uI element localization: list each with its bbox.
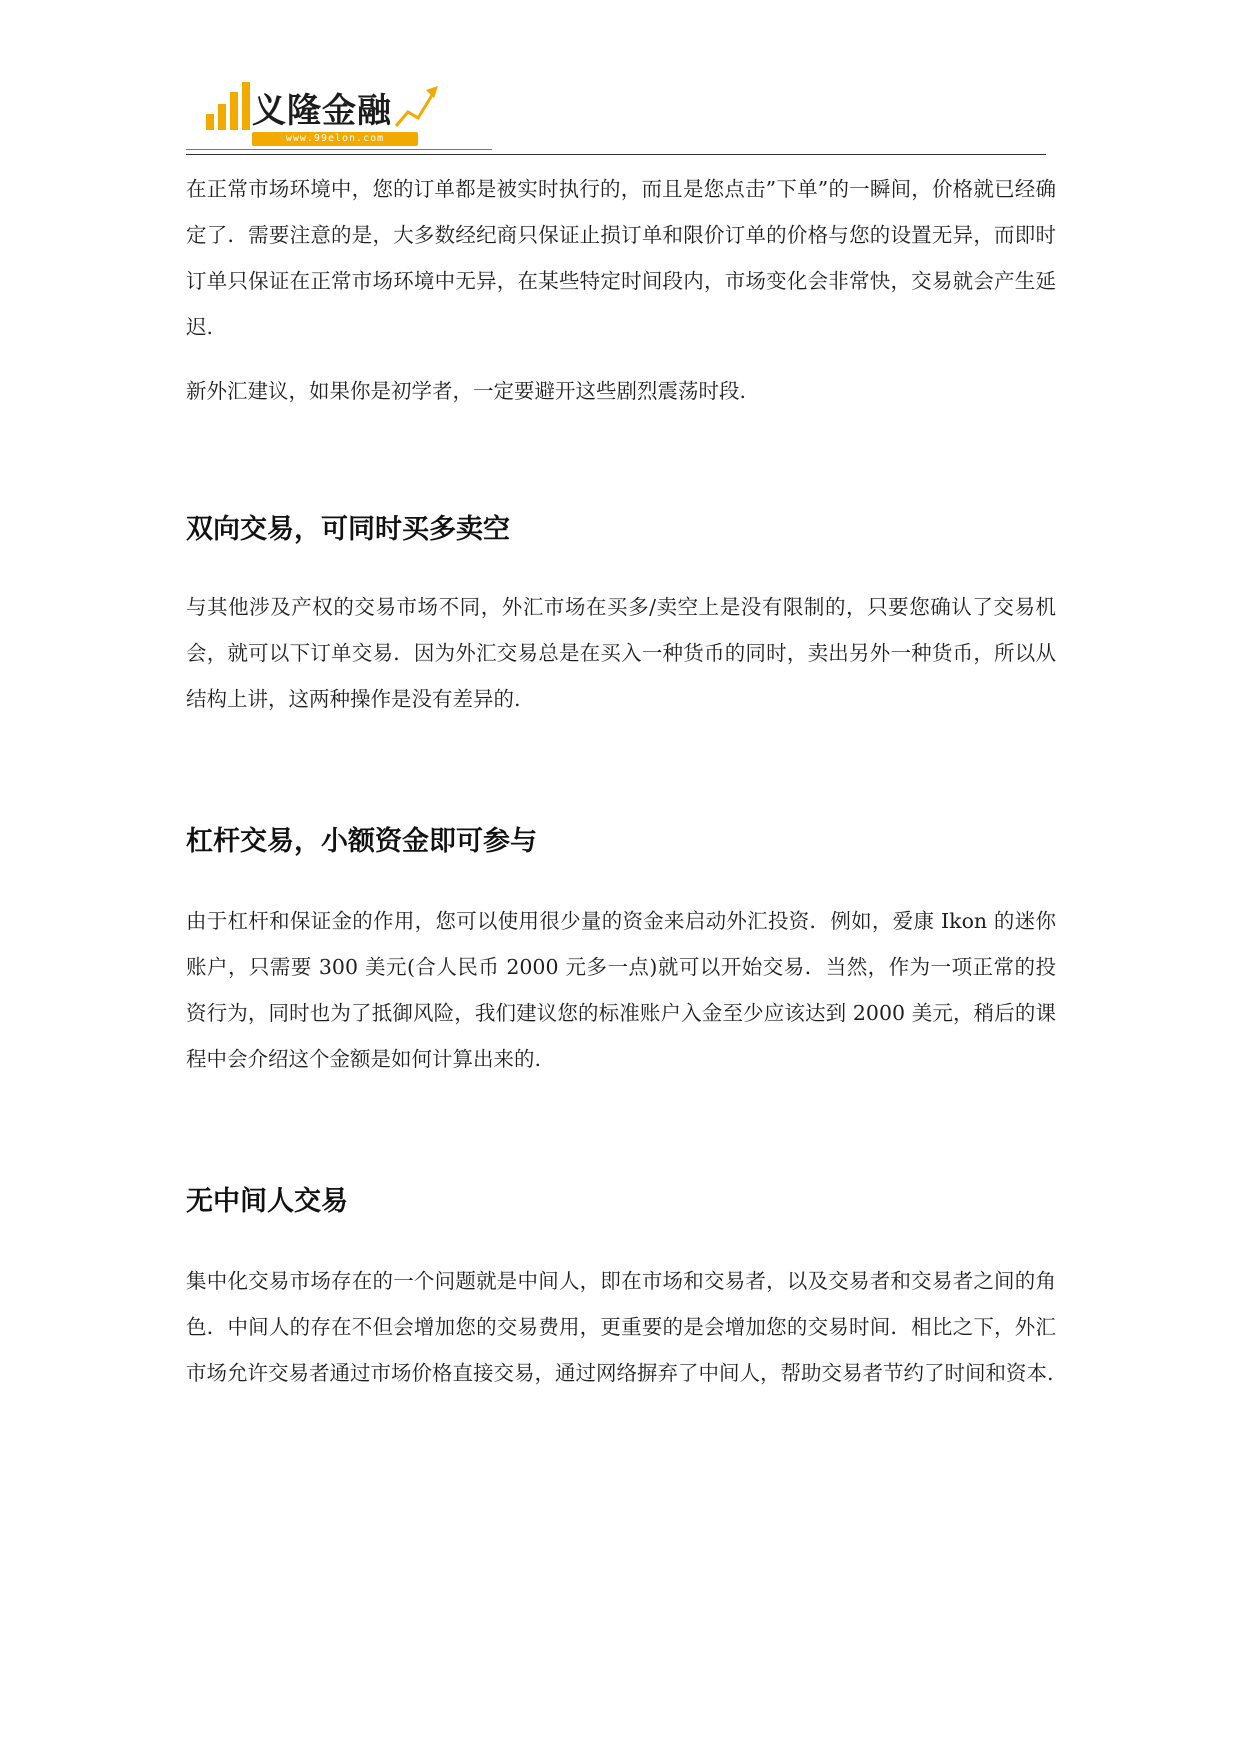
brand-url: www.99elon.com <box>252 132 418 146</box>
logo-underline <box>186 149 492 150</box>
paragraph: 集中化交易市场存在的一个问题就是中间人，即在市场和交易者，以及交易者和交易者之间的角色．中间人的存在不但会增加您的交易费用，更重要的是会增加您的交易时间．相比之下，外汇市场允许交易者通过市场价格直接交易，通过网络摒弃了中间人，帮助交易者节约了时间和资本. <box>186 1269 1056 1385</box>
page-header <box>186 78 1046 158</box>
paragraph: 新外汇建议，如果你是初学者，一定要避开这些剧烈震荡时段. <box>186 379 747 403</box>
paragraph: 由于杠杆和保证金的作用，您可以使用很少量的资金来启动外汇投资．例如，爱康 Ikon 的迷你账户，只需要 300 美元(合人民币 2000 元多一点)就可以开始交易．当然，作为一项正常的投资行为，同时也为了抵御风险，我们建议您的标准账户入金至少应该达到 2000 美元，稍后的课程中会介绍这个金额是如何计算出来的. <box>186 909 1056 1071</box>
paragraph: 在正常市场环境中，您的订单都是被实时执行的，而且是您点击”下单”的一瞬间，价格就已经确定了．需要注意的是，大多数经纪商只保证止损订单和限价订单的价格与您的设置无异，而即时订单只保证在正常市场环境中无异，在某些特定时间段内，市场变化会非常快，交易就会产生延迟. <box>186 177 1056 339</box>
paragraph: 与其他涉及产权的交易市场不同，外汇市场在买多/卖空上是没有限制的，只要您确认了交易机会，就可以下订单交易．因为外汇交易总是在买入一种货币的同时，卖出另外一种货币，所以从结构上讲，这两种操作是没有差异的. <box>186 595 1056 711</box>
section-heading: 杠杆交易，小额资金即可参与 <box>186 826 537 857</box>
header-divider <box>186 154 1046 155</box>
document-body <box>186 166 1056 1396</box>
section-heading: 无中间人交易 <box>186 1186 348 1217</box>
section-heading: 双向交易，可同时买多卖空 <box>186 514 510 545</box>
brand-logo <box>186 78 486 150</box>
brand-name: 义隆金融 <box>252 91 392 131</box>
